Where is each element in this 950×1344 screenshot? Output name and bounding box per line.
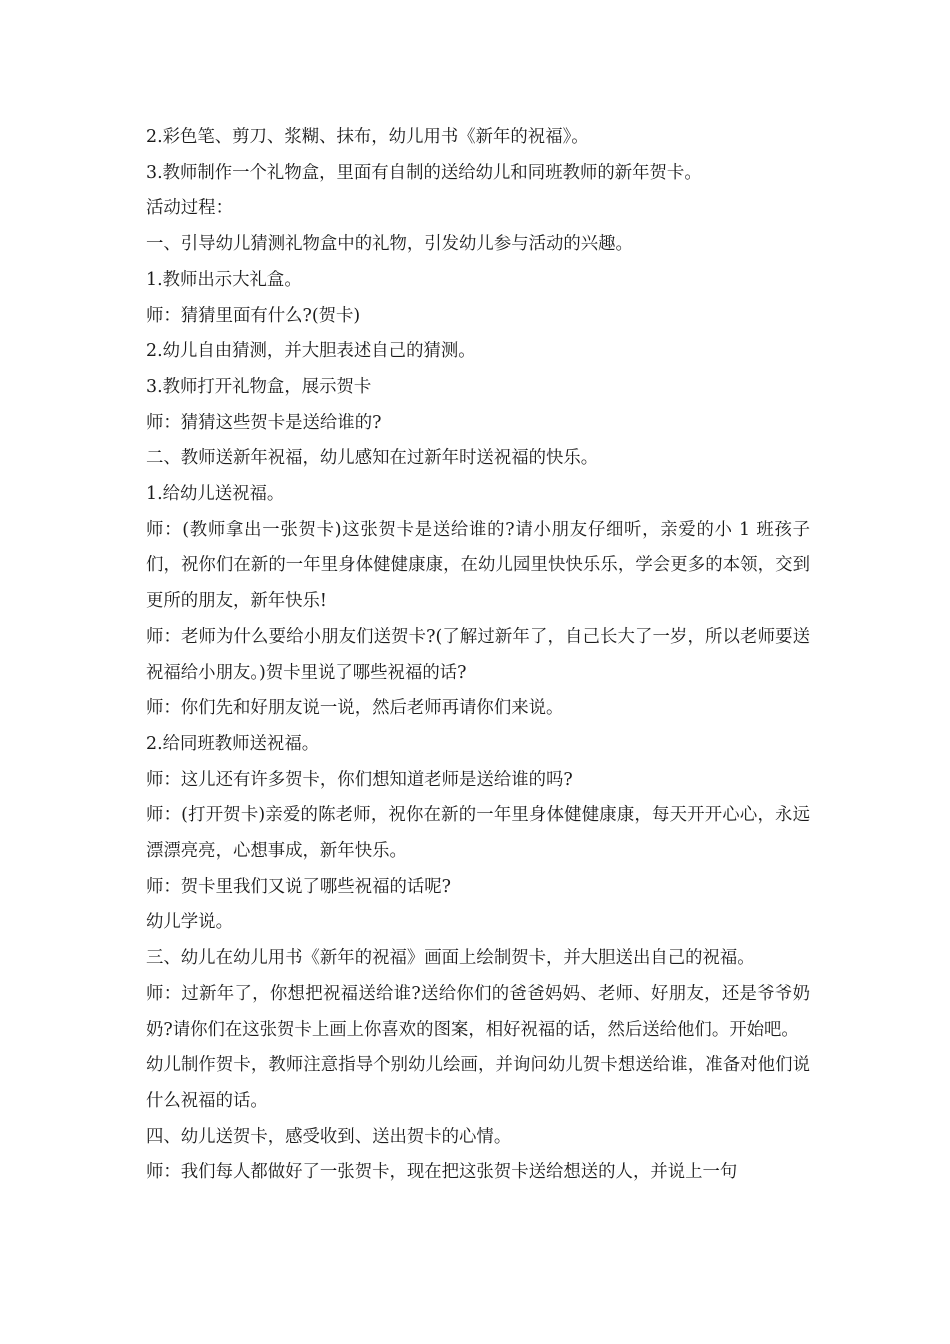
- paragraph-teacher-line: 师：老师为什么要给小朋友们送贺卡?(了解过新年了，自己长大了一岁，所以老师要送祝福给小朋友。)贺卡里说了哪些祝福的话?: [146, 626, 810, 683]
- section-heading-process: 活动过程：: [146, 198, 233, 219]
- paragraph-teacher-line: 师：我们每人都做好了一张贺卡，现在把这张贺卡送给想送的人，并说上一句: [146, 1162, 738, 1183]
- section-heading-step-3: 三、幼儿在幼儿用书《新年的祝福》画面上绘制贺卡，并大胆送出自己的祝福。: [146, 948, 755, 969]
- paragraph-materials-2: 2.彩色笔、剪刀、浆糊、抹布，幼儿用书《新年的祝福》。: [146, 127, 589, 147]
- paragraph-step-2-1: 1.给幼儿送祝福。: [146, 484, 285, 505]
- paragraph-teacher-line: 师：(教师拿出一张贺卡)这张贺卡是送给谁的?请小朋友仔细听，亲爱的小 1 班孩子们，祝你们在新的一年里身体健健康康，在幼儿园里快快乐乐，学会更多的本领，交到更所的朋友，新年快乐!: [146, 519, 810, 612]
- paragraph-teacher-line: 师：(打开贺卡)亲爱的陈老师，祝你在新的一年里身体健健康康，每天开开心心，永远漂漂亮亮，心想事成，新年快乐。: [146, 805, 810, 862]
- section-heading-step-1: 一、引导幼儿猜测礼物盒中的礼物，引发幼儿参与活动的兴趣。: [146, 234, 633, 255]
- paragraph-teacher-line: 师：你们先和好朋友说一说，然后老师再请你们来说。: [146, 698, 564, 719]
- paragraph-step-1-1: 1.教师出示大礼盒。: [146, 269, 302, 290]
- paragraph-teacher-line: 师：过新年了，你想把祝福送给谁?送给你们的爸爸妈妈、老师、好朋友，还是爷爷奶奶?请你们在这张贺卡上画上你喜欢的图案，相好祝福的话，然后送给他们。开始吧。: [146, 983, 810, 1040]
- section-heading-step-2: 二、教师送新年祝福，幼儿感知在过新年时送祝福的快乐。: [146, 448, 599, 469]
- paragraph-step-2-2: 2.给同班教师送祝福。: [146, 733, 320, 754]
- paragraph-step-1-2: 2.幼儿自由猜测，并大胆表述自己的猜测。: [146, 341, 476, 362]
- paragraph-teacher-line: 师：这儿还有许多贺卡，你们想知道老师是送给谁的吗?: [146, 769, 573, 790]
- paragraph-teacher-line: 师：猜猜里面有什么?(贺卡): [146, 305, 361, 326]
- paragraph-children-line: 幼儿学说。: [146, 912, 233, 933]
- section-heading-step-4: 四、幼儿送贺卡，感受收到、送出贺卡的心情。: [146, 1126, 512, 1147]
- paragraph-step-1-3: 3.教师打开礼物盒，展示贺卡: [146, 376, 372, 397]
- paragraph-children-activity: 幼儿制作贺卡，教师注意指导个别幼儿绘画，并询问幼儿贺卡想送给谁，准备对他们说什么祝福的话。: [146, 1055, 810, 1111]
- paragraph-materials-3: 3.教师制作一个礼物盒，里面有自制的送给幼儿和同班教师的新年贺卡。: [146, 162, 702, 183]
- document-body: [146, 120, 810, 1191]
- paragraph-teacher-line: 师：贺卡里我们又说了哪些祝福的话呢?: [146, 876, 451, 897]
- paragraph-teacher-line: 师：猜猜这些贺卡是送给谁的?: [146, 412, 382, 433]
